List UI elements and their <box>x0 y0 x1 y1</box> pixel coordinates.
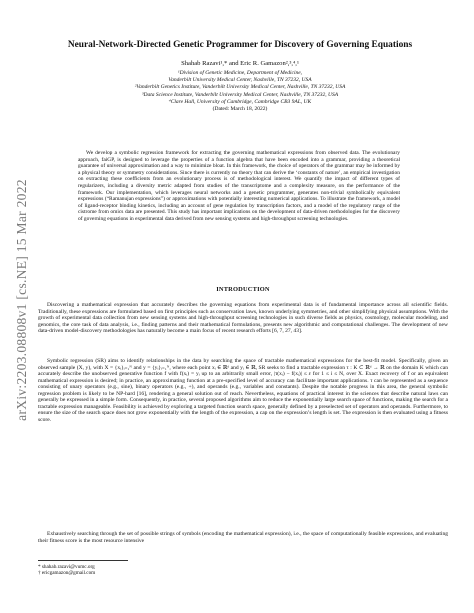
arxiv-identifier-sidebar <box>8 150 36 450</box>
paragraph-text: Exhaustively searching through the set of possible strings of symbols (encoding the mathematical expression), i.e., the space of computationally feasible expressions, and evaluating their fitness score is the most resource intensive <box>38 531 448 544</box>
author-line: Shahab Razavi¹,* and Eric R. Gamazon²,³,⁴,¹ <box>181 60 299 67</box>
paragraph-text: Discovering a mathematical expression that accurately describes the governing equations from experimental data is of fundamental importance across all scientific fields. Traditionally, these expressions are formulated based on first principles such as conservation laws, known underlying symmetries, and other simplifying physical assumptions. With the growth of experimental data collection from new sensing systems and high-throughput screening technologies in such diverse fields as physics, cosmology, molecular modeling, and genomics, the core task of data analysis, i.e., finding patterns and their mathematical formulations, presents new algorithmic and computational challenges. The development of new data-driven model-discovery methodologies has naturally become a main focus of recent research efforts [6, 7, 27, 43]. <box>38 302 448 334</box>
footnotes <box>38 564 338 577</box>
arxiv-identifier: arXiv:2203.08808v1 [cs.NE] 15 Mar 2022 <box>14 179 29 421</box>
footnote-email-2[interactable]: † ericgamazon@gmail.com <box>38 570 96 577</box>
footnote-divider <box>38 560 128 561</box>
abstract: We develop a symbolic regression framework for extracting the governing mathematical expressions from observed data. The evolutionary approach, faiGP, is designed to leverage the properties of a function algebra that have been encoded into a grammar, providing a theoretical guarantee of universal approximation and a way to minimize bloat. In this framework, the choice of operators of the grammar may be informed by a physical theory or symmetry considerations. Since there is currently no theory that can derive the ‘constants of nature’, an empirical investigation on extracting these coefficients from an evolutionary process is of methodological interest. We quantify the impact of different types of regularizers, including a diversity metric adapted from studies of the transcriptome and a complexity measure, on the performance of the framework. Our implementation, which leverages neural networks and a genetic programmer, generates non-trivial symbolically equivalent expressions (“Ramanujan expressions”) or approximations with potentially interesting numerical applications. To illustrate the framework, a model of ligand-receptor binding kinetics, including an account of gene regulation by transcription factors, and a model of the regulatory range of the cistrome from omics data are presented. This study has important implications on the development of data-driven methodologies for the discovery of governing equations in experimental data derived from new sensing systems and high-throughput screening technologies. <box>78 150 400 222</box>
affiliation-line: ³Data Science Institute, Vanderbilt University Medical Center, Nashville, TN 37232, USA <box>141 91 339 98</box>
paper-title: Neural-Network-Directed Genetic Programmer for Discovery of Governing Equations <box>67 40 413 50</box>
intro-paragraph-2 <box>38 358 448 423</box>
section-heading-introduction: INTRODUCTION <box>216 286 270 293</box>
affiliation-line: ⁴Clare Hall, University of Cambridge, Cambridge CB3 9AL, UK <box>168 98 312 105</box>
intro-paragraph-1 <box>38 302 448 335</box>
paragraph-text: Symbolic regression (SR) aims to identify relationships in the data by searching the space of tractable mathematical expressions for the best-fit model. Specifically, given an observed sample (X, y), with X = {xᵢ}ᵢ₌₁ᴺ and y = {yᵢ}ᵢ₌₁ᴺ, where each point xᵢ ∈ ℝᵈ and yᵢ ∈ ℝ, SR seeks to find a tractable expression τ : K ⊂ ℝᵈ → ℝ on the domain K which can accurately describe the unobserved generative function f with f(xᵢ) = yᵢ up to an arbitrarily small error, |τ(xᵢ) − f(xᵢ)| ≤ ε for 1 ≤ i ≤ N, over X. Exact recovery of f or an equivalent mathematical expression is desired; in practice, an approximating function at a pre-specified level of accuracy can facilitate important applications. τ can be represented as a sequence consisting of unary operators (e.g., sine), binary operators (e.g., +), and operands (e.g., variables and constants). Despite the notable progress in this area, the general symbolic regression problem is likely to be NP-hard [16], rendering a general solution out of reach. Nevertheless, equations of practical interest in the sciences that describe natural laws can generally be expressed in a simple form. Consequently, in practice, several proposed algorithms aim to reduce the exponentially large search space of functions, making the search for a tractable expression manageable. Feasibility is achieved by exploring a targeted function search space, generally defined by a preselected set of operators and operands. Furthermore, to ensure the size of the search space does not grow exponentially with the length of the expression, a cap on the expression’s length is set. The expression is then evaluated using a fitness score. <box>38 358 448 423</box>
affiliation-line: Vanderbilt University Medical Center, Nashville, TN 37232, USA <box>168 77 312 84</box>
intro-paragraph-3 <box>38 531 448 544</box>
date-line: (Dated: March 18, 2022) <box>212 106 268 113</box>
affiliations <box>60 70 420 113</box>
affiliation-line: ¹Division of Genetic Medicine, Department of Medicine, <box>177 70 303 76</box>
affiliation-line: ²Vanderbilt Genetics Institute, Vanderbilt University Medical Center, Nashville, TN 37232, USA <box>134 84 346 91</box>
footnote-email-1[interactable]: * shahab.razavi@vumc.org <box>38 564 95 570</box>
